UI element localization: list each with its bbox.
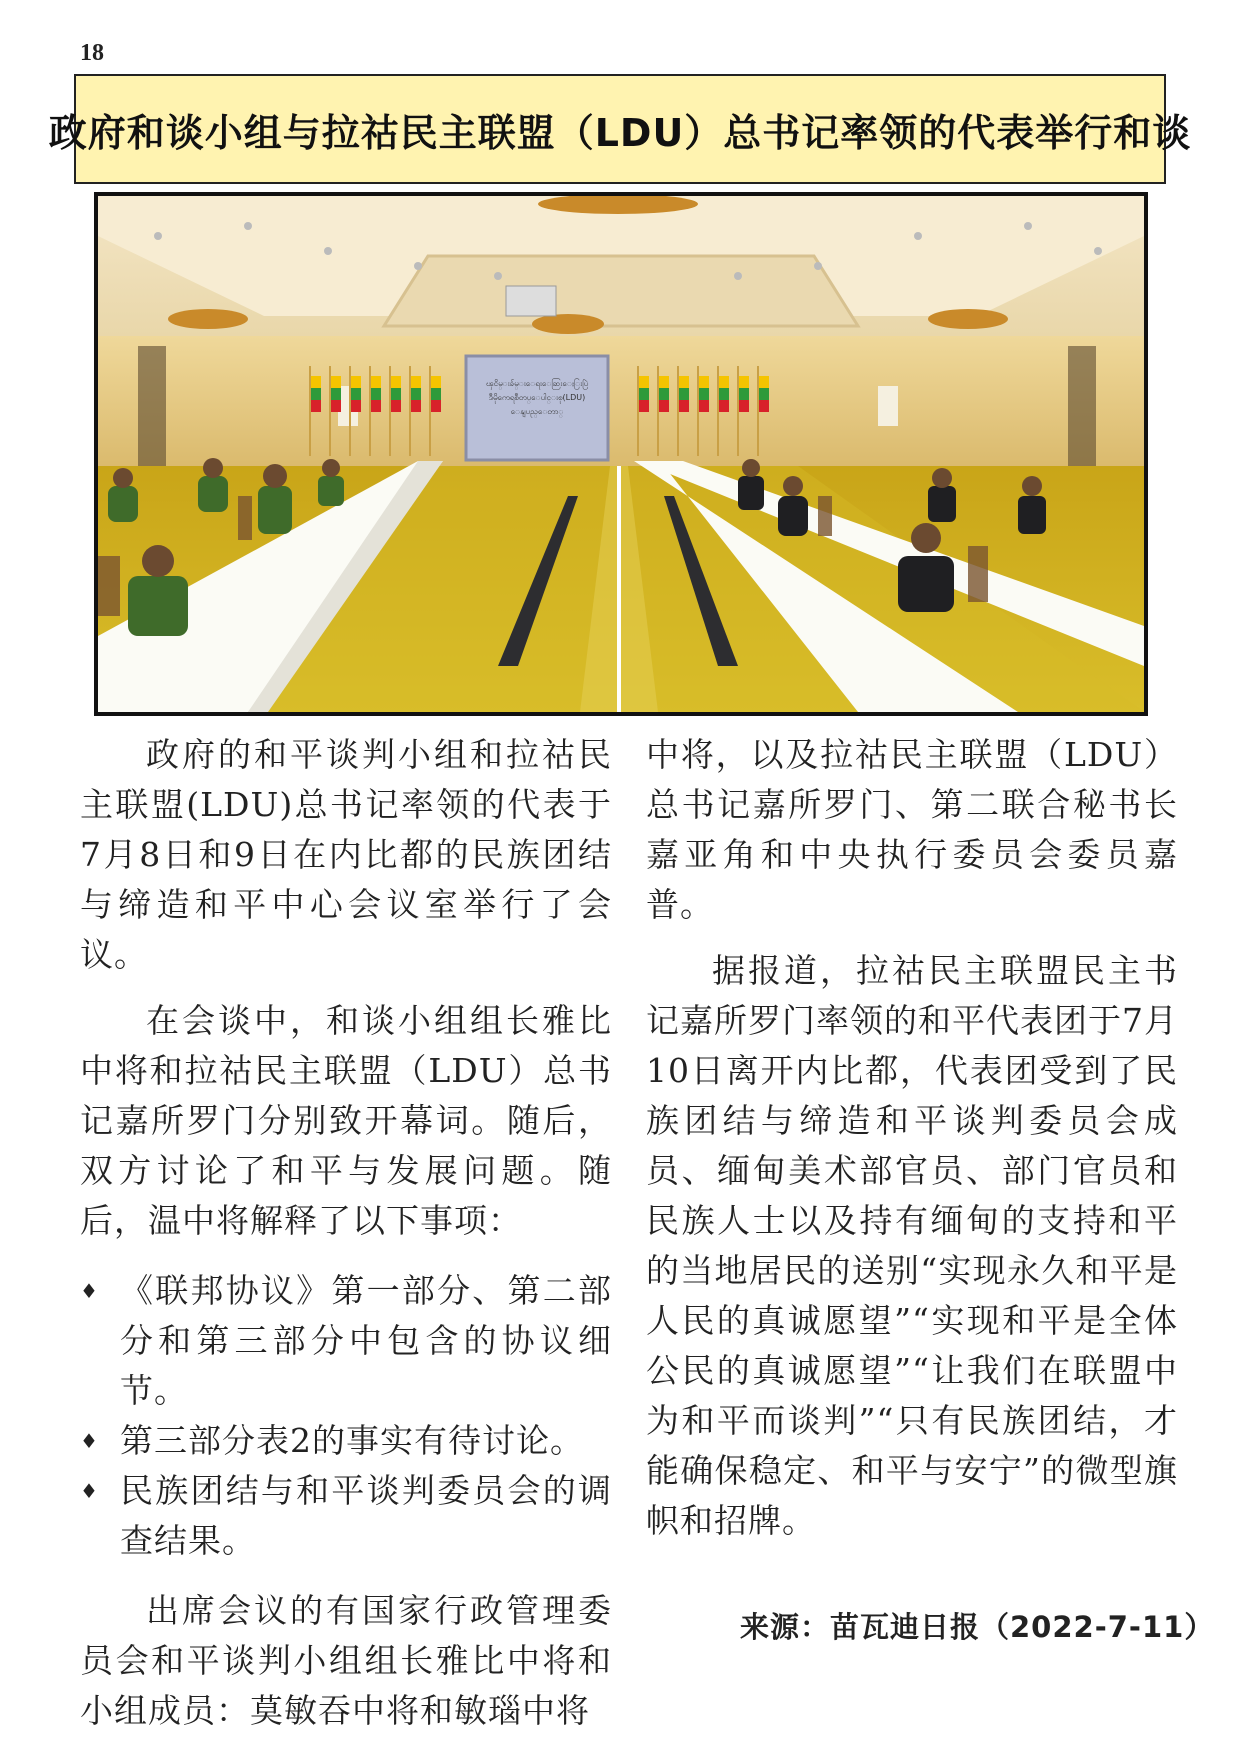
right-column (646, 730, 1178, 1546)
chandelier-center (532, 314, 604, 334)
paragraph-meeting: 政府的和平谈判小组和拉祜民主联盟(LDU)总书记率领的代表于7月8日和9日在内比都的民族团结与缔造和平中心会议室举行了会议。 (80, 735, 612, 974)
chandelier-right (928, 309, 1008, 329)
projector (506, 286, 556, 316)
chandelier-left (168, 309, 248, 329)
source-credit: 来源：苗瓦迪日报（2022-7-11） (740, 1610, 1215, 1644)
paragraph-talks: 在会谈中，和谈小组组长雅比中将和拉祜民主联盟（LDU）总书记嘉所罗门分别致开幕词。随后，双方讨论了和平与发展问题。随后，温中将解释了以下事项： (80, 1001, 612, 1240)
article-title: 政府和谈小组与拉祜民主联盟（LDU）总书记率领的代表举行和谈 (48, 110, 1192, 155)
list-item: ♦ 《联邦协议》第一部分、第二部分和第三部分中包含的协议细节。 (80, 1266, 612, 1416)
meeting-photo (94, 192, 1148, 716)
diamond-bullet-icon: ♦ (80, 1479, 99, 1503)
paragraph-attendees-continued: 中将，以及拉祜民主联盟（LDU）总书记嘉所罗门、第二联合秘书长嘉亚角和中央执行委员会委员嘉普。 (646, 735, 1178, 924)
page-number: 18 (80, 40, 104, 66)
paragraph-attendees: 出席会议的有国家行政管理委员会和平谈判小组组长雅比中将和小组成员：莫敏吞中将和敏瑙中将 (80, 1591, 612, 1730)
diamond-bullet-icon: ♦ (80, 1279, 99, 1303)
list-item: ♦ 民族团结与和平谈判委员会的调查结果。 (80, 1466, 612, 1566)
left-column (80, 730, 612, 1736)
screen-text-1: ၾငိမ္းခ်မ္းေရးေဆြးေႏြးပြဲ (485, 379, 589, 388)
diamond-bullet-icon: ♦ (80, 1429, 99, 1453)
agenda-list (80, 1266, 612, 1566)
screen-text-2: ဒီမိုကေရစီတပ္ေပါင္းစု(LDU) (488, 393, 586, 402)
list-item: ♦ 第三部分表2的事实有待讨论。 (80, 1416, 612, 1466)
meeting-room-illustration (98, 196, 1144, 712)
paragraph-farewell: 据报道，拉祜民主联盟民主书记嘉所罗门率领的和平代表团于7月10日离开内比都，代表团受到了民族团结与缔造和平谈判委员会成员、缅甸美术部官员、部门官员和民族人士以及持有缅甸的支持和平的当地居民的送别“实现永久和平是人民的真诚愿望”“实现和平是全体公民的真诚愿望”“让我们在联盟中为和平而谈判”“只有民族团结，才能确保稳定、和平与安宁”的微型旗帜和招牌。 (646, 951, 1178, 1540)
screen-text-3: ေနျပည္ေတာ္ (510, 407, 564, 416)
title-banner (48, 74, 1192, 184)
back-wall (98, 336, 1144, 476)
